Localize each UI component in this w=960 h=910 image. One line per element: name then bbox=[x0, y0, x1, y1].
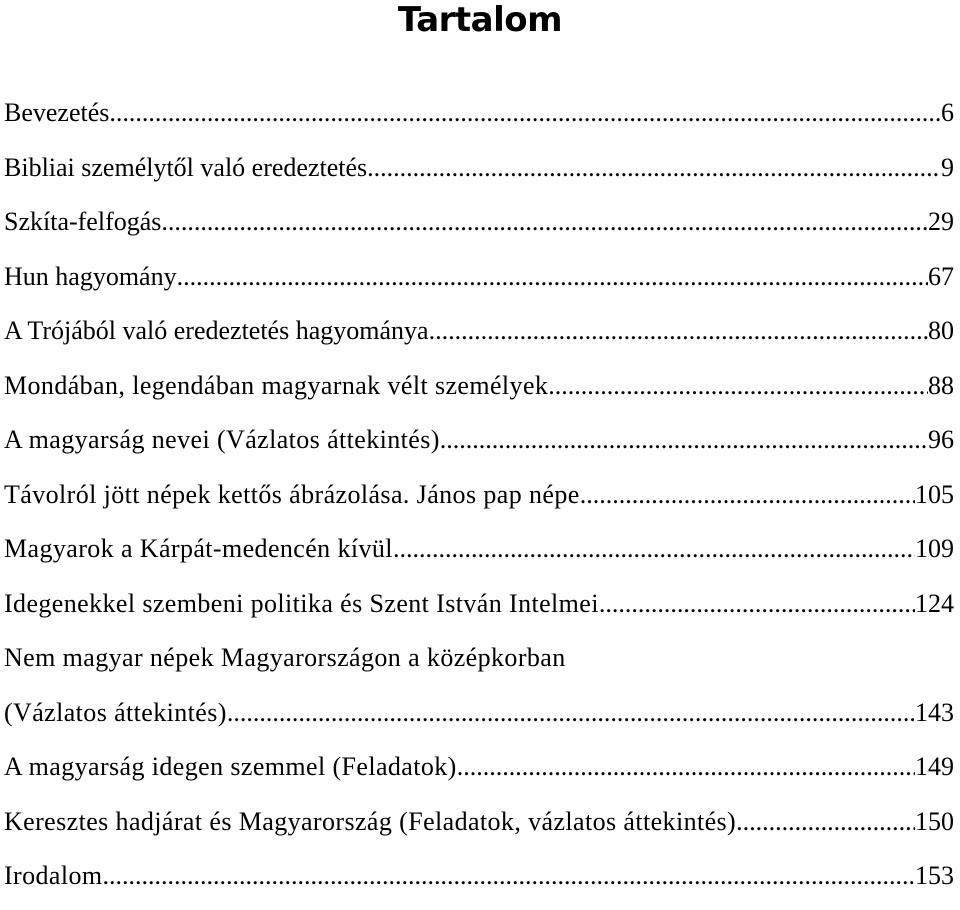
dot-leader bbox=[177, 256, 928, 298]
dot-leader bbox=[736, 801, 915, 843]
toc-entry[interactable] bbox=[4, 583, 954, 638]
toc-page-number: 150 bbox=[915, 806, 954, 836]
dot-leader bbox=[161, 201, 928, 243]
toc-page-number: 124 bbox=[915, 588, 954, 618]
dot-leader bbox=[429, 310, 928, 352]
dot-leader bbox=[109, 92, 941, 134]
toc-entry-label: (Vázlatos áttekintés) bbox=[4, 697, 227, 727]
dot-leader bbox=[393, 528, 915, 570]
toc-entry[interactable] bbox=[4, 855, 954, 910]
toc-entry[interactable] bbox=[4, 201, 954, 256]
toc-entry-label: Bibliai személytől való eredeztetés bbox=[4, 152, 368, 182]
dot-leader bbox=[440, 419, 928, 461]
toc-page-number: 67 bbox=[928, 261, 954, 291]
table-of-contents bbox=[4, 92, 954, 910]
toc-entry-label: Mondában, legendában magyarnak vélt személyek bbox=[4, 370, 549, 400]
toc-page-number: 149 bbox=[915, 752, 954, 781]
dot-leader bbox=[580, 474, 915, 516]
toc-entry-label: Keresztes hadjárat és Magyarország (Feladatok, vázlatos áttekintés) bbox=[4, 806, 737, 836]
page-title: Tartalom bbox=[397, 0, 563, 40]
toc-entry-continuation[interactable] bbox=[4, 692, 954, 747]
toc-entry-label: Távolról jött népek kettős ábrázolása. János pap népe bbox=[4, 479, 580, 509]
dot-leader bbox=[227, 692, 915, 734]
toc-page-number: 29 bbox=[928, 207, 954, 236]
dot-leader bbox=[548, 365, 928, 407]
toc-entry[interactable] bbox=[4, 147, 954, 202]
toc-entry[interactable] bbox=[4, 92, 954, 147]
toc-entry-label: Nem magyar népek Magyarországon a középkorban bbox=[4, 643, 566, 672]
toc-page-number: 109 bbox=[915, 534, 954, 563]
toc-entry-label: Irodalom bbox=[4, 861, 103, 890]
toc-entry-label: Idegenekkel szembeni politika és Szent István Intelmei bbox=[4, 588, 599, 618]
toc-entry[interactable] bbox=[4, 365, 954, 420]
toc-page-number: 153 bbox=[915, 861, 954, 890]
toc-entry[interactable] bbox=[4, 528, 954, 583]
toc-page-number: 6 bbox=[941, 98, 954, 127]
toc-entry-label: A magyarság nevei (Vázlatos áttekintés) bbox=[4, 425, 440, 454]
toc-page-number: 80 bbox=[928, 316, 954, 345]
toc-entry[interactable] bbox=[4, 419, 954, 474]
toc-entry-label: A Trójából való eredeztetés hagyománya bbox=[4, 316, 429, 345]
toc-entry[interactable] bbox=[4, 256, 954, 311]
toc-page-number: 96 bbox=[928, 425, 954, 454]
toc-entry-label: A magyarság idegen szemmel (Feladatok) bbox=[4, 752, 457, 781]
toc-page-number: 143 bbox=[915, 697, 954, 727]
toc-page-number: 105 bbox=[915, 479, 954, 509]
toc-entry-label: Hun hagyomány bbox=[4, 261, 177, 291]
toc-entry-label: Szkíta-felfogás bbox=[4, 207, 162, 236]
toc-page-number: 9 bbox=[941, 152, 954, 182]
toc-entry[interactable] bbox=[4, 801, 954, 856]
dot-leader bbox=[457, 746, 915, 788]
toc-entry[interactable] bbox=[4, 310, 954, 365]
toc-entry-label: Magyarok a Kárpát-medencén kívül bbox=[4, 534, 393, 563]
toc-entry[interactable] bbox=[4, 746, 954, 801]
toc-entry-label: Bevezetés bbox=[4, 98, 110, 127]
toc-page-number: 88 bbox=[928, 370, 954, 400]
toc-entry[interactable] bbox=[4, 637, 954, 692]
dot-leader bbox=[367, 147, 941, 189]
dot-leader bbox=[599, 583, 915, 625]
dot-leader bbox=[103, 855, 915, 897]
toc-entry[interactable] bbox=[4, 474, 954, 529]
